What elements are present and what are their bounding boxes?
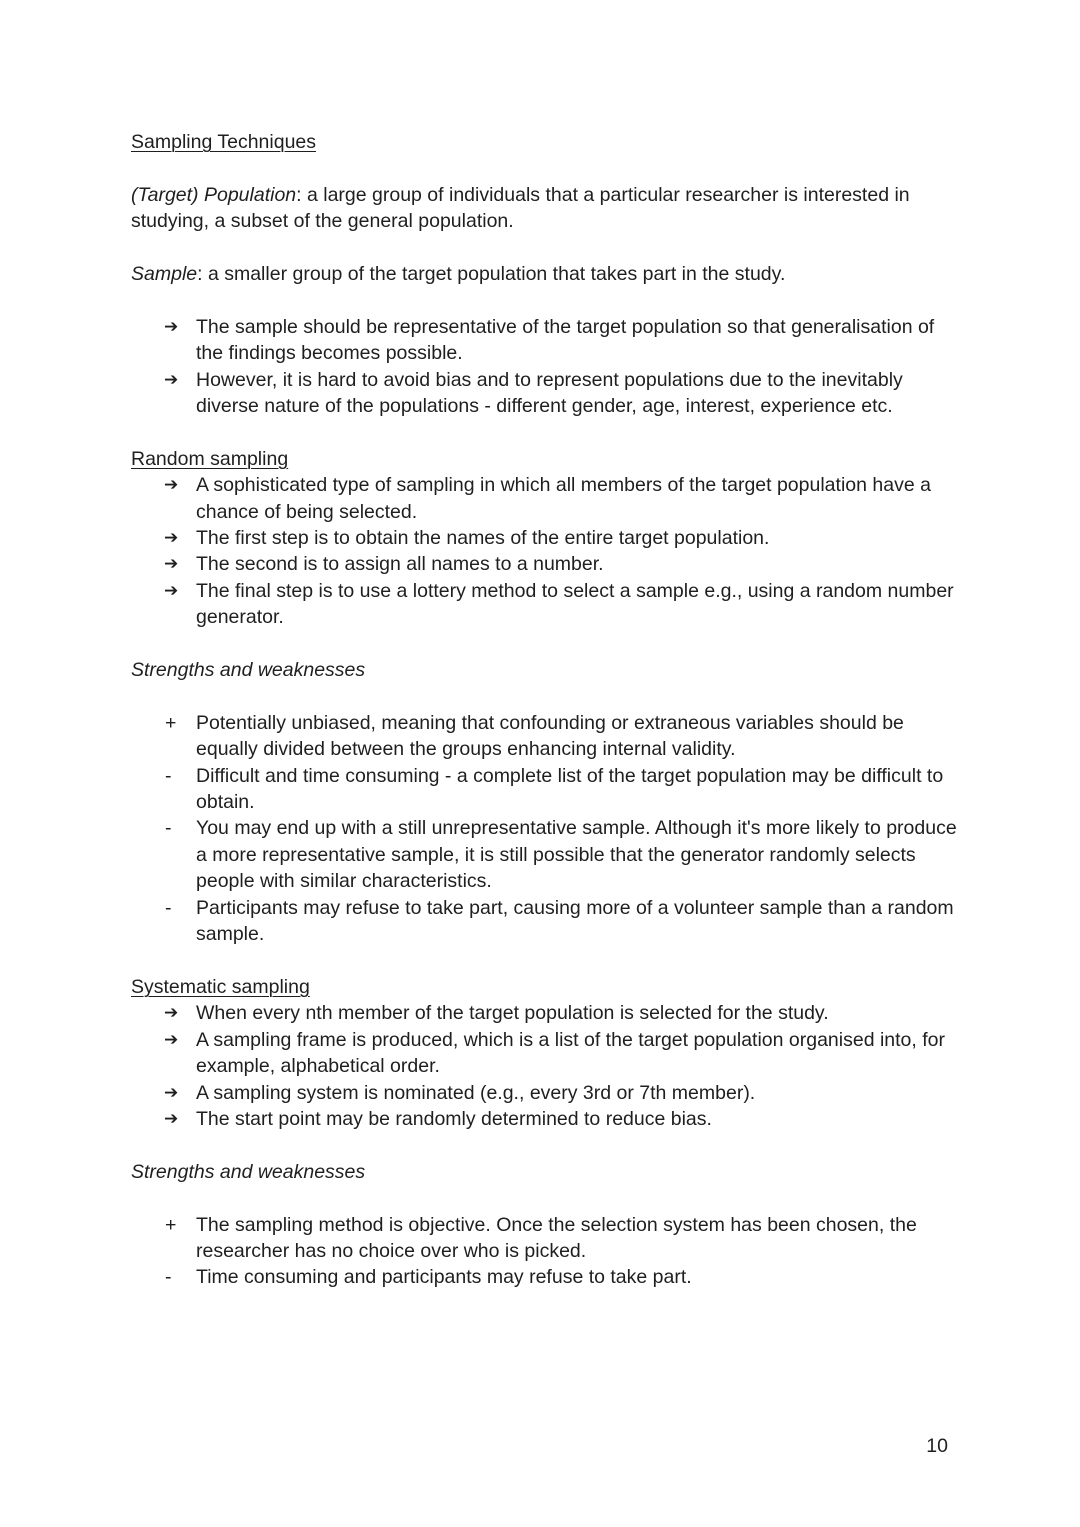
list-item [131, 551, 961, 577]
list-item-text: You may end up with a still unrepresentative sample. Although it's more likely to produce a more representative sample, it is still possible that the generator randomly selects people with similar characteristics. [196, 817, 957, 893]
systematic-sampling-list [131, 1000, 961, 1132]
arrow-bullet-icon: ➔ [164, 580, 179, 601]
list-item-text: A sophisticated type of sampling in which all members of the target population have a chance of being selected. [196, 474, 931, 523]
arrow-bullet-icon: ➔ [164, 1029, 179, 1050]
minus-sign-icon: - [165, 896, 172, 919]
list-item-text: However, it is hard to avoid bias and to represent populations due to the inevitably diverse nature of the populations - different gender, age, interest, experience etc. [196, 368, 903, 418]
weakness-item [131, 1264, 961, 1290]
weakness-item [131, 815, 961, 894]
page-number: 10 [926, 1435, 948, 1457]
list-item-text: Difficult and time consuming - a complete list of the target population may be difficult to obtain. [196, 764, 944, 814]
sample-text: : a smaller group of the target population that takes part in the study. [197, 263, 786, 285]
minus-sign-icon: - [165, 1266, 172, 1289]
arrow-bullet-icon: ➔ [164, 316, 179, 337]
arrow-bullet-icon: ➔ [164, 1108, 179, 1129]
minus-sign-icon: - [165, 764, 172, 787]
list-item [131, 472, 961, 525]
spacer [131, 419, 961, 445]
list-item-text: The second is to assign all names to a number. [196, 553, 604, 576]
random-strengths-weaknesses-heading: Strengths and weaknesses [131, 659, 366, 682]
list-item [131, 525, 961, 551]
random-evaluation-list [131, 710, 961, 948]
arrow-bullet-icon: ➔ [164, 475, 179, 496]
plus-sign-icon: + [165, 711, 177, 734]
page-title: Sampling Techniques [131, 131, 317, 153]
list-item-text: Time consuming and participants may refuse to take part. [196, 1266, 692, 1289]
list-item [131, 367, 961, 420]
list-item-text: The first step is to obtain the names of the entire target population. [196, 527, 770, 550]
systematic-sampling-heading: Systematic sampling [131, 975, 310, 998]
population-definition [131, 182, 961, 235]
list-item-text: The sample should be representative of the target population so that generalisation of the findings becomes possible. [196, 315, 935, 365]
list-item-text: The sampling method is objective. Once the selection system has been chosen, the researcher has no choice over who is picked. [196, 1213, 917, 1262]
systematic-strengths-weaknesses-heading: Strengths and weaknesses [131, 1160, 366, 1183]
random-sampling-list [131, 472, 961, 630]
weakness-item [131, 895, 961, 948]
arrow-bullet-icon: ➔ [164, 554, 179, 575]
spacer [131, 155, 961, 181]
sample-term: Sample [131, 263, 198, 285]
list-item-text: Potentially unbiased, meaning that confounding or extraneous variables should be equally divided between the groups enhancing internal validity. [196, 711, 904, 761]
random-sampling-heading: Random sampling [131, 447, 289, 470]
arrow-bullet-icon: ➔ [164, 528, 179, 549]
list-item-text: Participants may refuse to take part, causing more of a volunteer sample than a random sample. [196, 896, 954, 946]
plus-sign-icon: + [165, 1213, 177, 1236]
list-item [131, 1000, 961, 1026]
list-item [131, 1080, 961, 1106]
list-item-text: When every nth member of the target population is selected for the study. [196, 1002, 829, 1025]
sample-definition [131, 261, 961, 287]
spacer [131, 235, 961, 261]
spacer [131, 631, 961, 657]
list-item-text: A sampling system is nominated (e.g., every 3rd or 7th member). [196, 1081, 756, 1104]
arrow-bullet-icon: ➔ [164, 1082, 179, 1103]
list-item-text: The final step is to use a lottery method to select a sample e.g., using a random number generator. [196, 579, 954, 629]
spacer [131, 1132, 961, 1158]
list-item [131, 578, 961, 631]
spacer [131, 948, 961, 974]
strength-item [131, 710, 961, 763]
systematic-evaluation-list [131, 1212, 961, 1291]
population-term: (Target) Population [131, 183, 297, 206]
arrow-bullet-icon: ➔ [164, 369, 179, 390]
weakness-item [131, 763, 961, 816]
spacer [131, 1185, 961, 1211]
list-item [131, 1027, 961, 1080]
list-item-text: A sampling frame is produced, which is a list of the target population organised into, for example, alphabetical order. [196, 1028, 945, 1078]
list-item-text: The start point may be randomly determined to reduce bias. [196, 1107, 712, 1130]
document-page [131, 129, 961, 1291]
spacer [131, 287, 961, 313]
list-item [131, 1106, 961, 1132]
strength-item [131, 1212, 961, 1265]
sample-points-list [131, 314, 961, 420]
list-item [131, 314, 961, 367]
minus-sign-icon: - [165, 817, 172, 840]
population-text: : a large group of individuals that a particular researcher is interested in studying, a subset of the general population. [131, 183, 910, 233]
spacer [131, 683, 961, 709]
arrow-bullet-icon: ➔ [164, 1003, 179, 1024]
